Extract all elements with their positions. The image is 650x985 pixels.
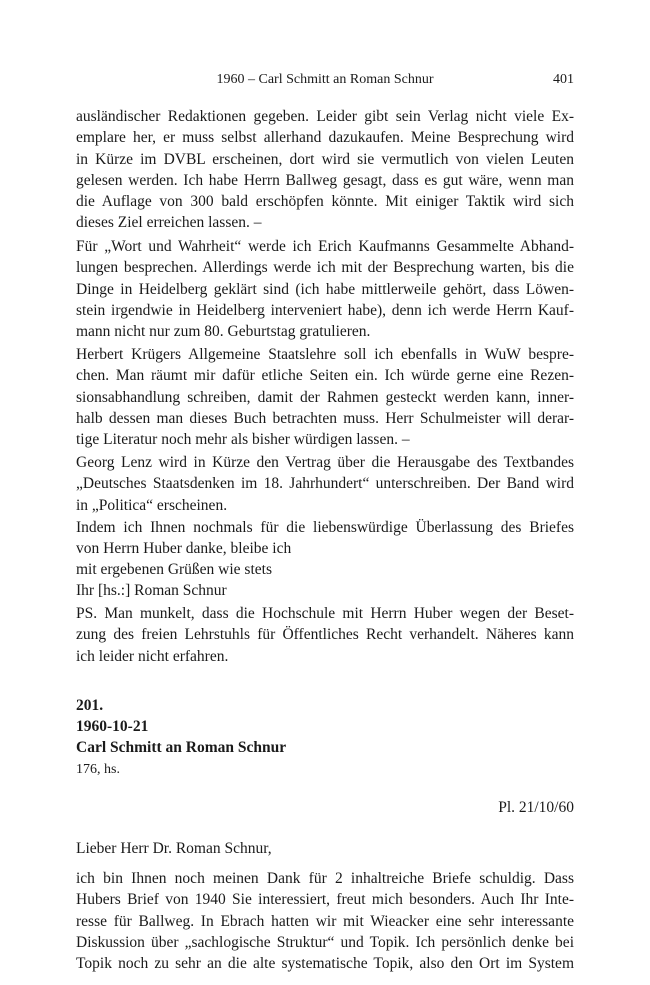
page-number: 401 — [553, 72, 574, 87]
salutation: Lieber Herr Dr. Roman Schnur, — [76, 840, 272, 857]
text-line: tige Literatur noch mehr als bisher würdigen lassen. – — [76, 431, 410, 449]
text-line: Herbert Krügers Allgemeine Staatslehre soll ich ebenfalls in WuW bespre- — [76, 346, 574, 363]
text-line: dieses Ziel erreichen lassen. – — [76, 214, 262, 232]
text-line: chen. Man räumt mir dafür etliche Seiten ein. Ich würde gerne eine Rezen- — [76, 367, 574, 385]
paragraph-1 — [76, 106, 574, 234]
text-line: von Herrn Huber danke, bleibe ich — [76, 540, 292, 558]
closing — [76, 559, 574, 602]
text-line: emplare her, er muss selbst allerhand dazukaufen. Meine Besprechung wird — [76, 129, 574, 147]
text-line: zung des freien Lehrstuhls für Öffentliches Recht verhandelt. Näheres kann — [76, 626, 574, 644]
text-line: „Deutsches Staatsdenken im 18. Jahrhundert“ unterschreiben. Der Band wird — [76, 475, 574, 493]
paragraph-5 — [76, 517, 574, 560]
place-date: Pl. 21/10/60 — [498, 799, 574, 816]
paragraph-4 — [76, 452, 574, 516]
text-line: mann nicht nur zum 80. Geburtstag gratulieren. — [76, 323, 371, 341]
text-line: ich bin Ihnen noch meinen Dank für 2 inhaltreiche Briefe schuldig. Dass — [76, 870, 574, 887]
text-line: Topik noch zu sehr an die alte systematische Topik, also den Ort im System — [76, 955, 574, 973]
text-line: in Kürze im DVBL erscheinen, dort wird sie vermutlich von vielen Leuten — [76, 150, 574, 168]
text-line: ich leider nicht erfahren. — [76, 647, 229, 665]
signature: Ihr [hs.:] Roman Schnur — [76, 582, 227, 600]
text-line: ausländischer Redaktionen gegeben. Leider gibt sein Verlag nicht viele Ex- — [76, 108, 574, 125]
letter-date: 1960-10-21 — [76, 718, 149, 735]
text-line: gelesen werden. Ich habe Herrn Ballweg gesagt, dass es gut wäre, wenn man — [76, 171, 574, 189]
text-line: lungen besprechen. Allerdings werde ich mit der Besprechung warten, bis die — [76, 259, 574, 277]
text-line: PS. Man munkelt, dass die Hochschule mit Herrn Huber wegen der Beset- — [76, 605, 574, 622]
text-line: resse für Ballweg. In Ebrach hatten wir mit Wieacker eine sehr interessante — [76, 912, 574, 930]
paragraph-2 — [76, 236, 574, 342]
text-line: sionsabhandlung schreiben, damit der Rahmen gesteckt werden kann, inner- — [76, 388, 574, 406]
letter-title: Carl Schmitt an Roman Schnur — [76, 739, 287, 756]
running-title: 1960 – Carl Schmitt an Roman Schnur — [216, 72, 434, 87]
letter-number: 201. — [76, 697, 104, 714]
running-header — [76, 72, 574, 92]
text-line: Für „Wort und Wahrheit“ werde ich Erich Kaufmanns Gesammelte Abhand- — [76, 238, 574, 255]
letter-body — [76, 868, 574, 974]
text-line: Hubers Brief von 1940 Sie interessiert, freut mich besonders. Auch Ihr Inte- — [76, 891, 574, 909]
text-line: die Auflage von 300 bald erschöpfen könnte. Mit einiger Taktik wird sich — [76, 193, 574, 211]
text-line: halb dessen man dieses Buch betrachten muss. Herr Schulmeister will derar- — [76, 409, 574, 427]
letter-source: 176, hs. — [76, 762, 120, 777]
closing-greeting: mit ergebenen Grüßen wie stets — [76, 561, 272, 578]
text-line: Dinge in Heidelberg geklärt sind (ich habe mittlerweile gehört, dass Löwen- — [76, 280, 574, 298]
postscript — [76, 603, 574, 667]
text-line: Indem ich Ihnen nochmals für die liebenswürdige Überlassung des Briefes — [76, 519, 574, 536]
text-line: stein irgendwie in Heidelberg interveniert habe), denn ich werde Herrn Kauf- — [76, 301, 574, 319]
text-line: in „Politica“ erscheinen. — [76, 496, 228, 514]
text-line: Diskussion über „sachlogische Struktur“ und Topik. Ich persönlich denke bei — [76, 933, 574, 951]
paragraph-3 — [76, 344, 574, 450]
text-line: Georg Lenz wird in Kürze den Vertrag über die Herausgabe des Textbandes — [76, 454, 574, 471]
